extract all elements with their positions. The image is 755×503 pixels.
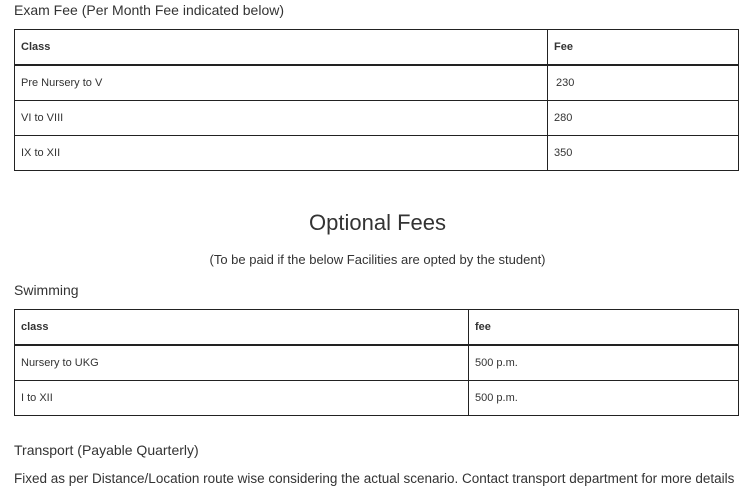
column-header-fee: fee <box>469 310 739 346</box>
column-header-fee: Fee <box>548 30 739 66</box>
fee-cell: 500 p.m. <box>469 381 739 416</box>
table-header-row <box>15 310 739 346</box>
transport-description: Fixed as per Distance/Location route wise considering the actual scenario. Contact transport department for more details <box>14 471 735 486</box>
class-cell: I to XII <box>15 381 469 416</box>
column-header-class: Class <box>15 30 548 66</box>
table-row <box>15 136 739 171</box>
optional-fees-subtitle: (To be paid if the below Facilities are opted by the student) <box>209 252 546 267</box>
transport-heading: Transport (Payable Quarterly) <box>14 442 199 458</box>
fee-cell: 350 <box>548 136 739 171</box>
fee-cell: 280 <box>548 101 739 136</box>
class-cell: IX to XII <box>15 136 548 171</box>
swimming-heading: Swimming <box>14 282 79 298</box>
fee-cell: 500 p.m. <box>469 345 739 381</box>
exam-fee-table <box>14 29 739 171</box>
table-header-row <box>15 30 739 66</box>
table-row <box>15 345 739 381</box>
optional-fees-title: Optional Fees <box>309 210 446 235</box>
table-row <box>15 101 739 136</box>
fee-cell: 230 <box>548 65 739 101</box>
table-row <box>15 65 739 101</box>
class-cell: Pre Nursery to V <box>15 65 548 101</box>
class-cell: Nursery to UKG <box>15 345 469 381</box>
table-row <box>15 381 739 416</box>
exam-fee-heading: Exam Fee (Per Month Fee indicated below) <box>14 2 285 18</box>
class-cell: VI to VIII <box>15 101 548 136</box>
column-header-class: class <box>15 310 469 346</box>
swimming-fee-table <box>14 309 739 416</box>
